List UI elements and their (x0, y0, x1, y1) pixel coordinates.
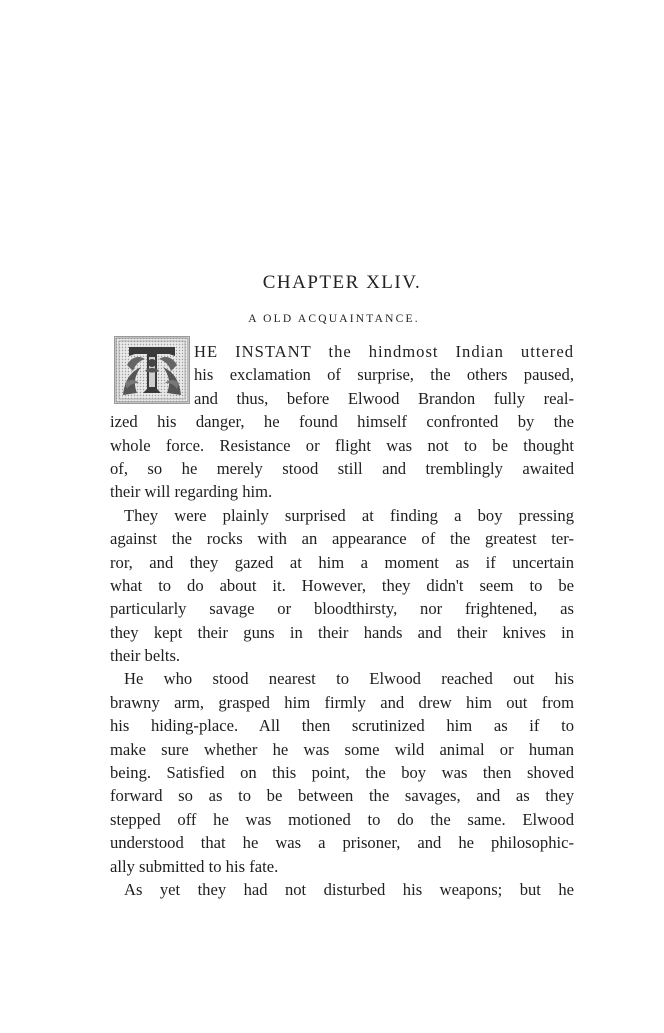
text-line: and thus, before Elwood Brandon fully real- (194, 388, 574, 408)
text-line: being. Satisfied on this point, the boy was then shoved (110, 763, 574, 783)
text-line: stepped off he was motioned to do the same. Elwood (110, 809, 574, 829)
text-line: whole force. Resistance or flight was not to be thought (110, 435, 574, 455)
text-line: brawny arm, grasped him firmly and drew him out from (110, 692, 574, 712)
text-line: ally submitted to his fate. (110, 856, 279, 876)
text-line: their will regarding him. (110, 482, 273, 502)
text-line: against the rocks with an appearance of the greatest ter- (110, 529, 574, 549)
text-line: make sure whether he was some wild animal or human (110, 739, 574, 759)
text-line: forward so as to be between the savages, and as they (110, 786, 574, 806)
text-line: ror, and they gazed at him a moment as if uncertain (110, 552, 574, 572)
text-line: particularly savage or bloodthirsty, nor frightened, as (110, 599, 574, 619)
text-line: They were plainly surprised at finding a boy pressing (124, 505, 574, 525)
text-line: HE INSTANT the hindmost Indian uttered (194, 342, 574, 361)
text-line: As yet they had not disturbed his weapons; but he (124, 879, 574, 899)
text-line: their belts. (110, 646, 181, 666)
text-line: of, so he merely stood still and tremblingly awaited (110, 458, 574, 478)
text-line: ized his danger, he found himself confronted by the (110, 412, 574, 432)
text-line: He who stood nearest to Elwood reached out his (124, 669, 574, 689)
body-text (110, 340, 574, 901)
text-line: understood that he was a prisoner, and he philosophic- (110, 833, 574, 853)
chapter-title: CHAPTER XLIV. (262, 272, 422, 293)
text-line: his exclamation of surprise, the others paused, (194, 365, 574, 385)
chapter-subtitle: A OLD ACQUAINTANCE. (248, 313, 420, 325)
text-line: his hiding-place. All then scrutinized him as if to (110, 716, 574, 736)
text-line: what to do about it. However, they didn't seem to be (110, 575, 574, 595)
text-line: they kept their guns in their hands and their knives in (110, 622, 574, 642)
